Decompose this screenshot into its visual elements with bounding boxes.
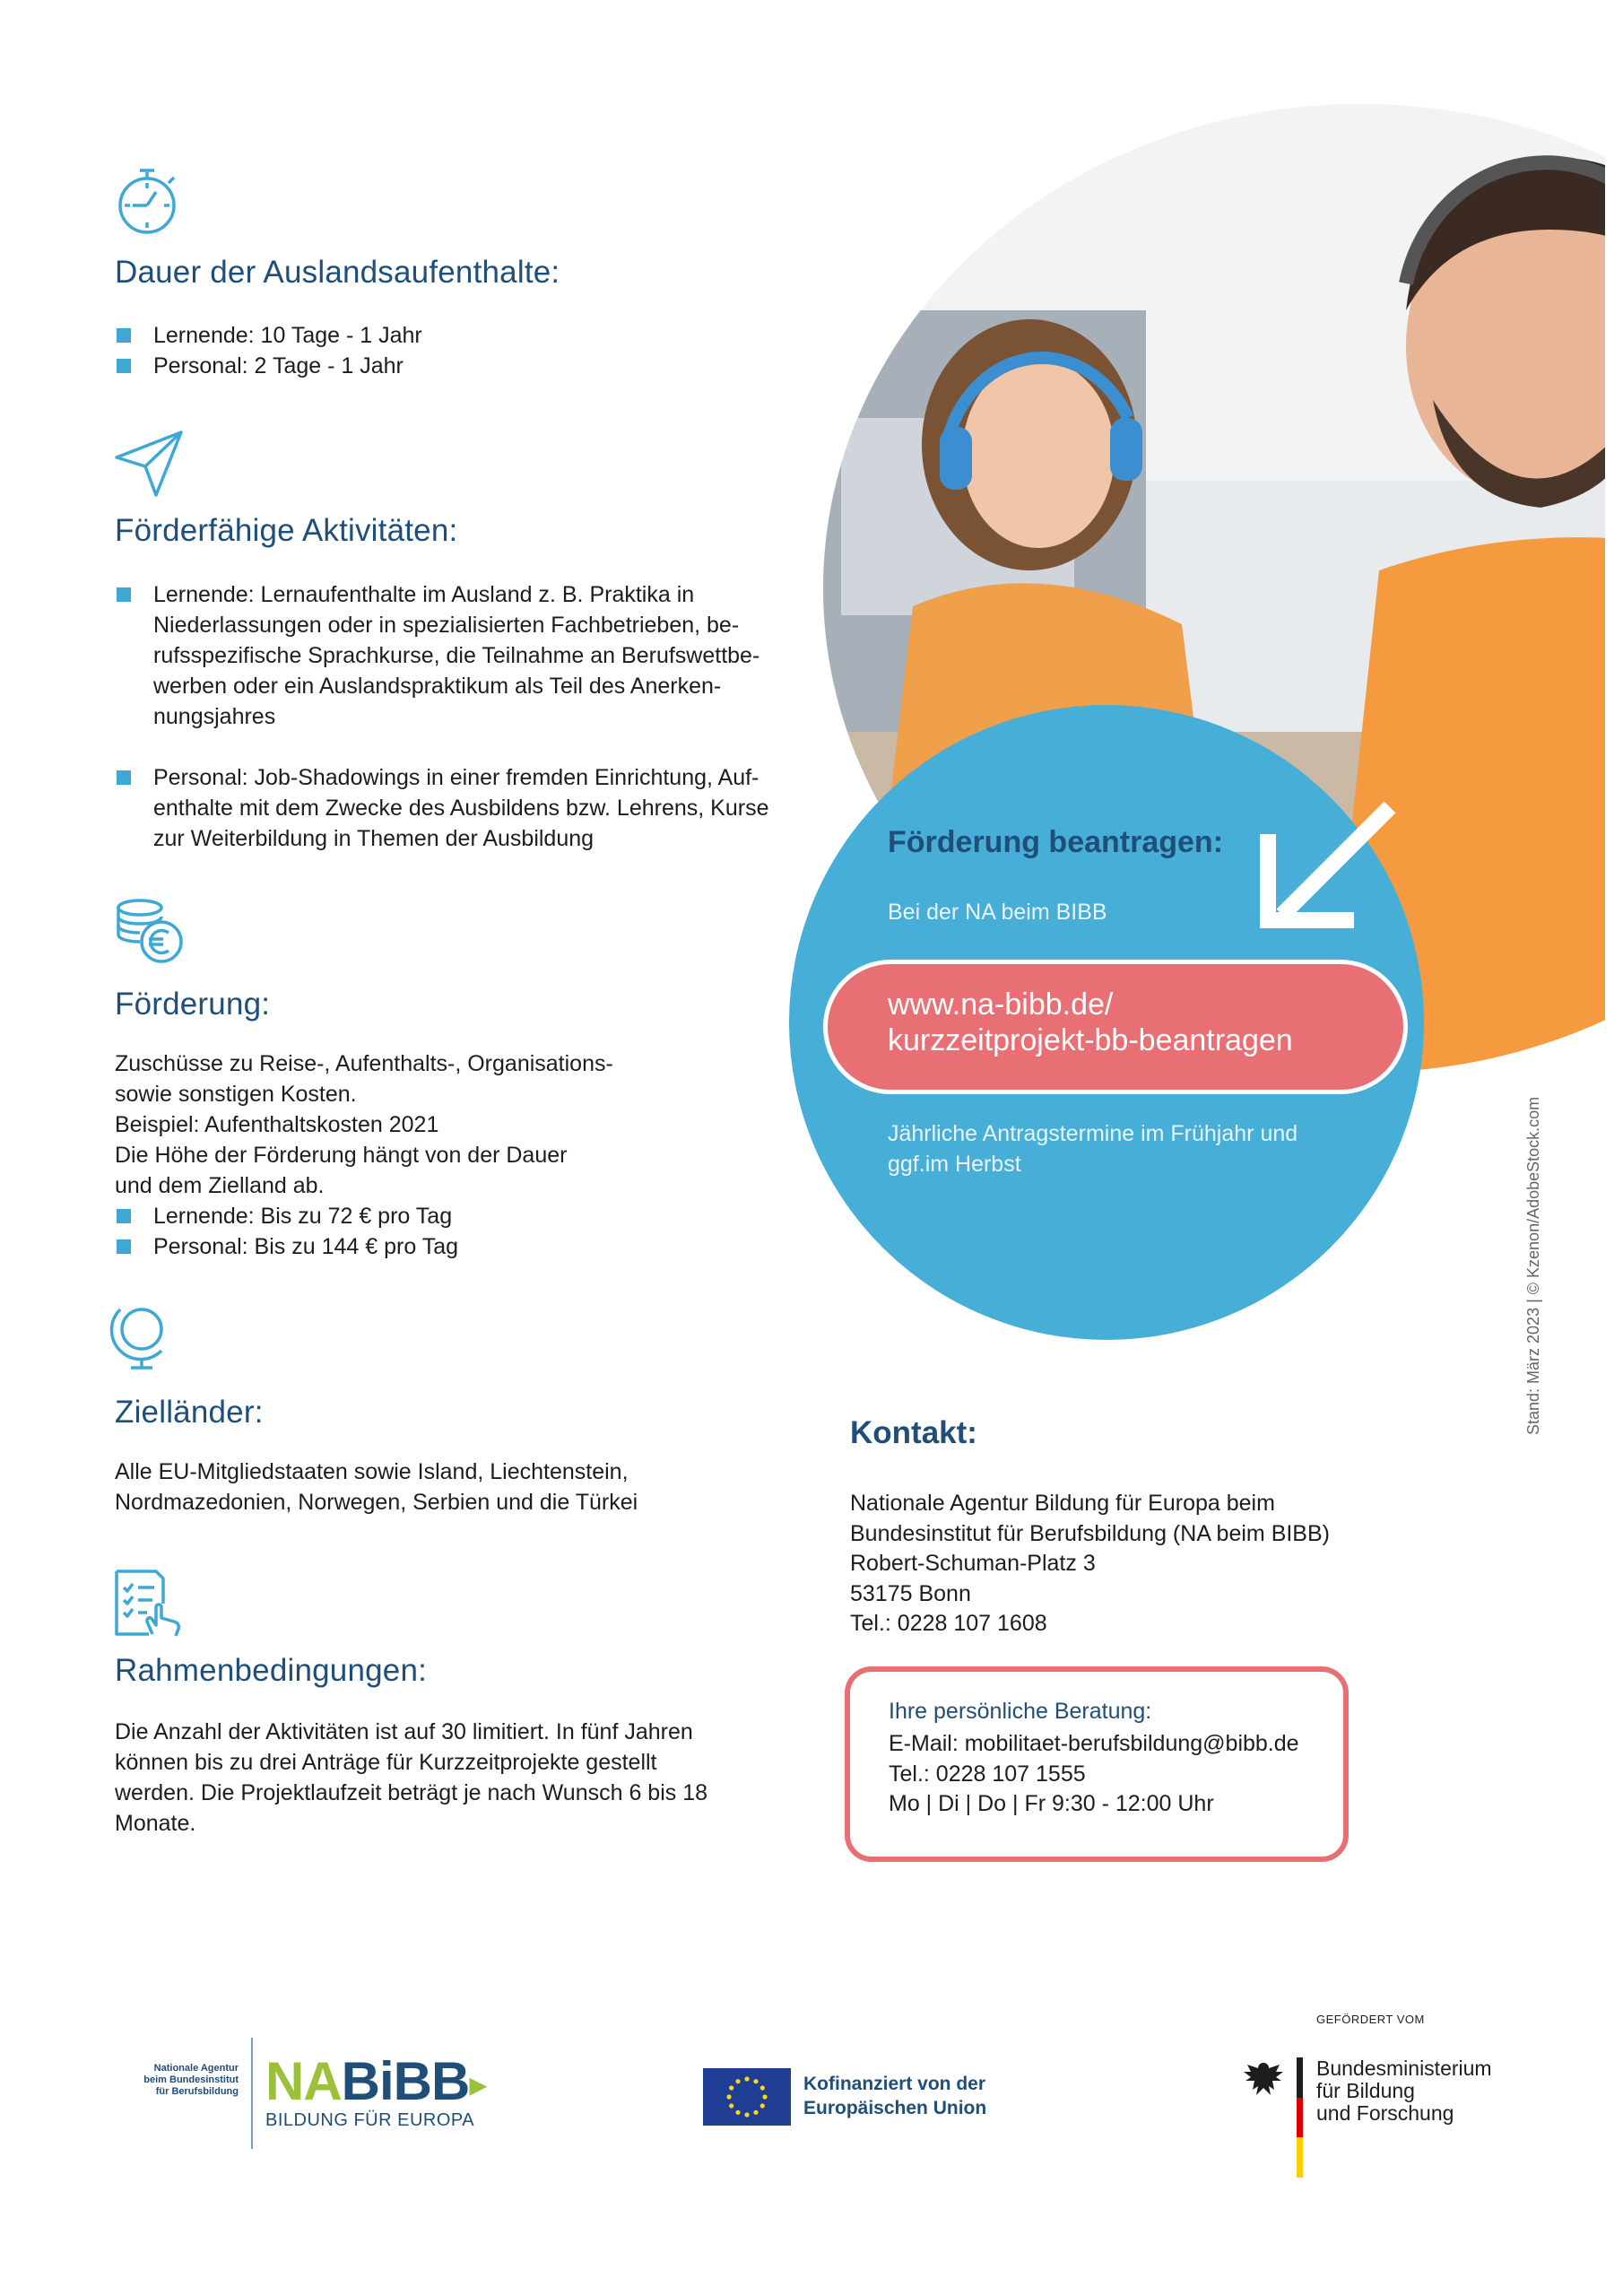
eu-cofunded-text bbox=[803, 2072, 986, 2120]
checklist-hand-icon bbox=[113, 1568, 185, 1639]
text-line: Tel.: 0228 107 1608 bbox=[850, 1611, 1047, 1636]
text-line: Die Anzahl der Aktivitäten ist auf 30 limitiert. In fünf Jahren bbox=[115, 1719, 693, 1744]
na-logo-caption bbox=[133, 2063, 239, 2098]
apply-heading: Förderung beantragen: bbox=[888, 825, 1224, 859]
text-line: Bundesinstitut für Berufsbildung (NA beim BIBB) bbox=[850, 1520, 1330, 1546]
activities-heading: Förderfähige Aktivitäten: bbox=[115, 513, 458, 548]
text-line: rufsspezifische Sprachkurse, die Teilnahme an Berufswettbe- bbox=[153, 643, 760, 668]
text-line: Mo | Di | Do | Fr 9:30 - 12:00 Uhr bbox=[889, 1791, 1214, 1816]
conditions-heading: Rahmenbedingungen: bbox=[115, 1653, 428, 1688]
text-line: Nordmazedonien, Norwegen, Serbien und die Türkei bbox=[115, 1490, 638, 1515]
eu-flag-icon bbox=[703, 2068, 791, 2126]
text-line: können bis zu drei Anträge für Kurzzeitprojekte gestellt bbox=[115, 1750, 657, 1775]
text-line: Jährliche Antragstermine im Frühjahr und bbox=[888, 1121, 1298, 1146]
text-line: Lernende: Lernaufenthalte im Ausland z. B. Praktika in bbox=[153, 582, 695, 607]
consultation-title: Ihre persönliche Beratung: bbox=[889, 1699, 1152, 1724]
funding-text bbox=[115, 1048, 796, 1262]
text-line: Die Höhe der Förderung hängt von der Dauer bbox=[115, 1143, 568, 1168]
list-item bbox=[115, 579, 796, 732]
list-item: Lernende: Bis zu 72 € pro Tag bbox=[115, 1201, 796, 1231]
photo-credit: Stand: März 2023 | © Kzenon/AdobeStock.com bbox=[1524, 1096, 1542, 1435]
email-link[interactable]: E-Mail: mobilitaet-berufsbildung@bibb.de bbox=[889, 1731, 1299, 1756]
countries-heading: Zielländer: bbox=[115, 1395, 264, 1430]
text-line: Nationale Agentur Bildung für Europa beim bbox=[850, 1491, 1275, 1516]
duration-list bbox=[115, 320, 742, 381]
text-line: Zuschüsse zu Reise-, Aufenthalts-, Organisations- bbox=[115, 1051, 613, 1076]
funded-by-label: GEFÖRDERT VOM bbox=[1316, 2013, 1425, 2026]
application-dates bbox=[888, 1118, 1354, 1179]
contact-heading: Kontakt: bbox=[850, 1415, 977, 1450]
text-line: werden. Die Projektlaufzeit beträgt je nach Wunsch 6 bis 18 bbox=[115, 1780, 708, 1805]
text-line: sowie sonstigen Kosten. bbox=[115, 1082, 357, 1107]
text-line: für Berufsbildung bbox=[155, 2086, 239, 2097]
list-item: Lernende: 10 Tage - 1 Jahr bbox=[115, 320, 742, 351]
text-line: Robert-Schuman-Platz 3 bbox=[850, 1551, 1096, 1576]
logo-bibb: BiBB bbox=[341, 2051, 470, 2111]
text-line: werben oder ein Auslandspraktikum als Teil des Anerken- bbox=[153, 674, 722, 699]
logo-na: NA bbox=[265, 2051, 342, 2111]
text-line: Europäischen Union bbox=[803, 2098, 987, 2118]
text-line: Alle EU-Mitgliedstaaten sowie Island, Liechtenstein, bbox=[115, 1459, 629, 1484]
euro-coins-icon bbox=[113, 897, 185, 969]
application-link-text[interactable] bbox=[888, 987, 1390, 1058]
apply-subtitle: Bei der NA beim BIBB bbox=[888, 900, 1107, 925]
countries-text bbox=[115, 1457, 796, 1518]
text-line: nungsjahres bbox=[153, 704, 276, 729]
text-line: und Forschung bbox=[1316, 2101, 1454, 2125]
list-item: Personal: 2 Tage - 1 Jahr bbox=[115, 351, 742, 381]
nabibb-tagline: BILDUNG FÜR EUROPA bbox=[265, 2110, 475, 2130]
text-line: Kofinanziert von der bbox=[803, 2074, 986, 2094]
nabibb-logo bbox=[265, 2050, 486, 2112]
stopwatch-icon bbox=[113, 165, 185, 237]
funding-list bbox=[115, 1201, 796, 1262]
text-line: enthalte mit dem Zwecke des Ausbildens bzw. Lehrens, Kurse bbox=[153, 796, 769, 821]
text-line: Personal: Job-Shadowings in einer fremden Einrichtung, Auf- bbox=[153, 765, 759, 790]
federal-eagle-icon bbox=[1241, 2059, 1286, 2104]
link-line[interactable]: kurzzeitprojekt-bb-beantragen bbox=[888, 1023, 1293, 1057]
text-line: Nationale Agentur bbox=[153, 2063, 239, 2074]
conditions-text bbox=[115, 1717, 796, 1839]
consultation-details bbox=[889, 1729, 1299, 1820]
arrow-down-left-icon bbox=[1255, 798, 1408, 933]
page-margin bbox=[1605, 0, 1623, 2296]
text-line: Niederlassungen oder in spezialisierten Fachbetrieben, be- bbox=[153, 613, 740, 638]
text-line: Beispiel: Aufenthaltskosten 2021 bbox=[115, 1112, 439, 1137]
text-line: Tel.: 0228 107 1555 bbox=[889, 1761, 1086, 1787]
text-line: 53175 Bonn bbox=[850, 1580, 971, 1606]
paper-plane-icon bbox=[113, 427, 185, 499]
list-item: Personal: Bis zu 144 € pro Tag bbox=[115, 1231, 796, 1262]
contact-address bbox=[850, 1489, 1330, 1639]
text-line: ggf.im Herbst bbox=[888, 1152, 1021, 1177]
link-line[interactable]: www.na-bibb.de/ bbox=[888, 987, 1114, 1022]
text-line: und dem Zielland ab. bbox=[115, 1173, 325, 1198]
text-line: für Bildung bbox=[1316, 2079, 1415, 2102]
bmbf-name bbox=[1316, 2057, 1492, 2125]
list-item bbox=[115, 762, 796, 854]
logo-divider bbox=[251, 2038, 253, 2149]
german-flag-bar bbox=[1297, 2057, 1303, 2178]
text-line: Monate. bbox=[115, 1811, 196, 1836]
text-line: Bundesministerium bbox=[1316, 2057, 1492, 2080]
activities-list bbox=[115, 579, 796, 854]
text-line: beim Bundesinstitut bbox=[143, 2074, 239, 2085]
globe-icon bbox=[108, 1300, 179, 1372]
duration-heading: Dauer der Auslandsaufenthalte: bbox=[115, 255, 560, 290]
triangle-icon: ▶ bbox=[469, 2071, 487, 2099]
text-line: zur Weiterbildung in Themen der Ausbildung bbox=[153, 826, 595, 851]
funding-heading: Förderung: bbox=[115, 987, 271, 1022]
